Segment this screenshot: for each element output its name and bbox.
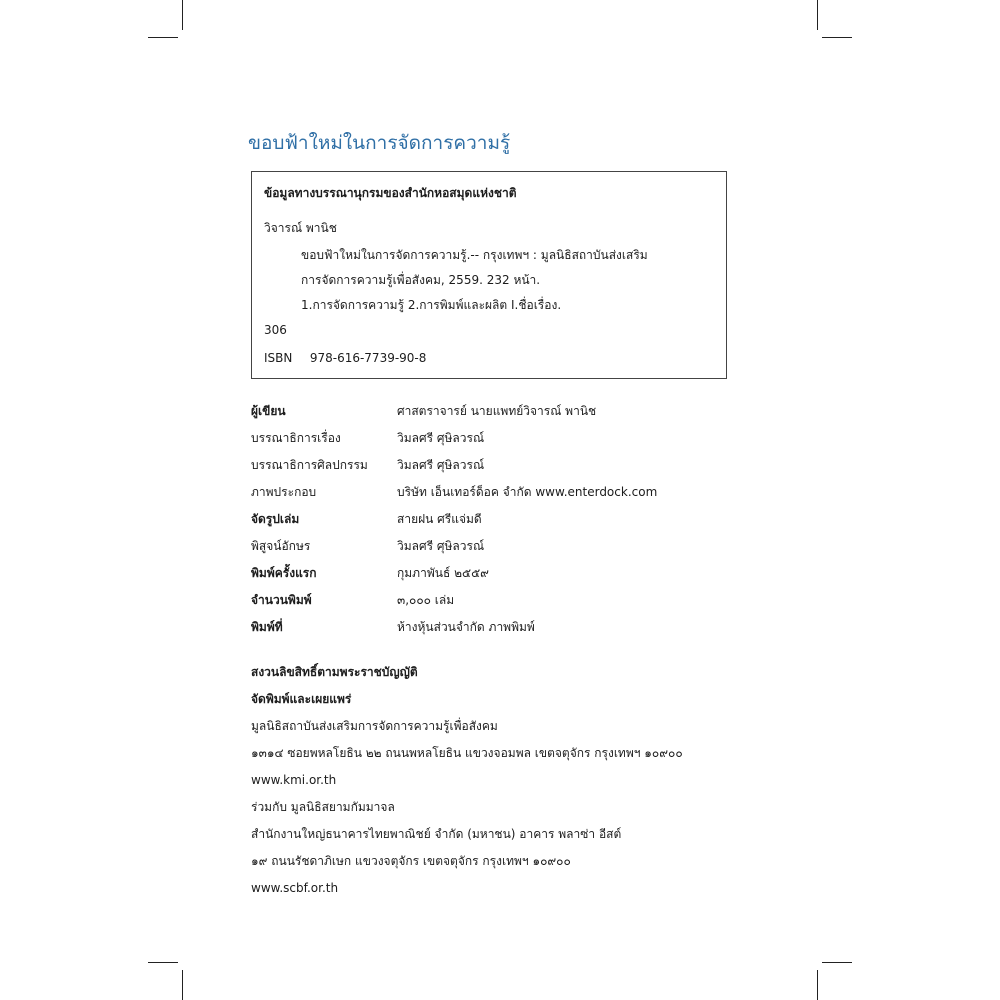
publisher-website: www.kmi.or.th — [251, 773, 337, 787]
credit-value: กุมภาพันธ์ ๒๕๕๙ — [397, 566, 489, 580]
crop-mark-top-right-horizontal — [822, 37, 852, 38]
credit-value: บริษัท เอ็นเทอร์ด็อค จำกัด www.enterdock.com — [397, 485, 658, 499]
cip-entry-line: 1.การจัดการความรู้ 2.การพิมพ์และผลิต I.ชื่อเรื่อง. — [301, 298, 562, 312]
credit-label: บรรณาธิการศิลปกรรม — [251, 458, 368, 472]
publisher-line: มูลนิธิสถาบันส่งเสริมการจัดการความรู้เพื่อสังคม — [251, 719, 498, 733]
crop-mark-top-left-vertical — [182, 0, 183, 30]
cip-class-number: 306 — [264, 323, 287, 337]
crop-mark-bottom-right-vertical — [817, 970, 818, 1000]
isbn-label: ISBN — [264, 351, 293, 365]
credit-label: พิสูจน์อักษร — [251, 539, 311, 553]
publisher-line: สำนักงานใหญ่ธนาคารไทยพาณิชย์ จำกัด (มหาชน) อาคาร พลาซ่า อีสต์ — [251, 827, 622, 841]
credit-label: พิมพ์ครั้งแรก — [251, 566, 317, 580]
publisher-heading: จัดพิมพ์และเผยแพร่ — [251, 692, 352, 706]
isbn-value: 978-616-7739-90-8 — [309, 351, 427, 365]
crop-mark-top-right-vertical — [817, 0, 818, 30]
publisher-line: ๑๓๑๔ ซอยพหลโยธิน ๒๒ ถนนพหลโยธิน แขวงจอมพล เขตจตุจักร กรุงเทพฯ ๑๐๙๐๐ — [251, 746, 683, 760]
credit-value: ๓,๐๐๐ เล่ม — [397, 593, 455, 607]
credit-label: ผู้เขียน — [251, 404, 286, 418]
credit-value: สายฝน ศรีแจ่มดี — [397, 512, 482, 526]
credit-label: พิมพ์ที่ — [251, 620, 283, 634]
cip-entry-line: การจัดการความรู้เพื่อสังคม, 2559. 232 หน้า. — [301, 273, 541, 287]
credit-label: บรรณาธิการเรื่อง — [251, 431, 341, 445]
credit-label: ภาพประกอบ — [251, 485, 317, 499]
book-title: ขอบฟ้าใหม่ในการจัดการความรู้ — [248, 132, 511, 154]
credit-value: วิมลศรี ศุษิลวรณ์ — [397, 539, 485, 553]
publisher-website: www.scbf.or.th — [251, 881, 339, 895]
credit-value: ห้างหุ้นส่วนจำกัด ภาพพิมพ์ — [397, 620, 535, 634]
credit-label: จำนวนพิมพ์ — [251, 593, 312, 607]
crop-mark-top-left-horizontal — [148, 37, 178, 38]
credit-value: วิมลศรี ศุษิลวรณ์ — [397, 431, 485, 445]
cip-entry-line: ขอบฟ้าใหม่ในการจัดการความรู้.-- กรุงเทพฯ : มูลนิธิสถาบันส่งเสริม — [301, 248, 648, 262]
cip-heading: ข้อมูลทางบรรณานุกรมของสำนักหอสมุดแห่งชาติ — [264, 186, 517, 200]
publisher-line: ร่วมกับ มูลนิธิสยามกัมมาจล — [251, 800, 395, 814]
cip-isbn — [264, 352, 426, 364]
credit-value: วิมลศรี ศุษิลวรณ์ — [397, 458, 485, 472]
crop-mark-bottom-left-vertical — [182, 970, 183, 1000]
crop-mark-bottom-left-horizontal — [148, 962, 178, 963]
copyright-notice: สงวนลิขสิทธิ์ตามพระราชบัญญัติ — [251, 665, 418, 679]
cataloging-in-publication-box — [251, 171, 727, 379]
publisher-line: ๑๙ ถนนรัชดาภิเษก แขวงจตุจักร เขตจตุจักร กรุงเทพฯ ๑๐๙๐๐ — [251, 854, 571, 868]
credit-value: ศาสตราจารย์ นายแพทย์วิจารณ์ พานิช — [397, 404, 597, 418]
crop-mark-bottom-right-horizontal — [822, 962, 852, 963]
cip-author: วิจารณ์ พานิช — [264, 221, 337, 235]
credit-label: จัดรูปเล่ม — [251, 512, 300, 526]
